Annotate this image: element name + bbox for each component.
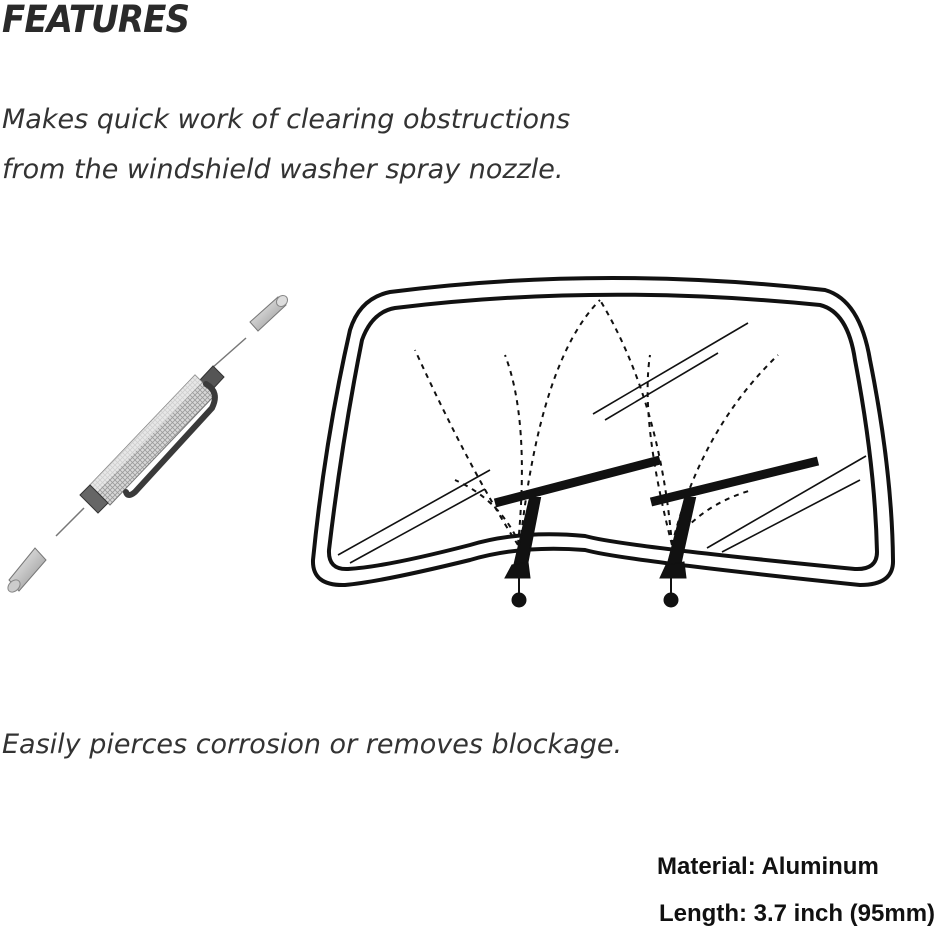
- tool-bottom-needle: [56, 508, 84, 536]
- spec-length: Length: 3.7 inch (95mm): [659, 900, 936, 927]
- tool-illustration: [6, 293, 290, 594]
- features-heading: FEATURES: [2, 0, 190, 41]
- tool-top-cap: [250, 293, 290, 331]
- windshield-inner-frame: [329, 295, 877, 569]
- windshield-illustration: [313, 278, 893, 607]
- intro-line-2: from the windshield washer spray nozzle.: [2, 154, 564, 185]
- tool-body: [90, 375, 215, 505]
- spec-material: Material: Aluminum: [657, 853, 879, 880]
- tool-bottom-cap: [6, 548, 46, 594]
- tool-top-needle: [212, 338, 246, 368]
- intro-line-1: Makes quick work of clearing obstructions: [2, 104, 571, 135]
- windshield-glare: [338, 323, 866, 563]
- feature-text-2: Easily pierces corrosion or removes blockage.: [2, 729, 623, 760]
- right-wiper: [651, 461, 818, 607]
